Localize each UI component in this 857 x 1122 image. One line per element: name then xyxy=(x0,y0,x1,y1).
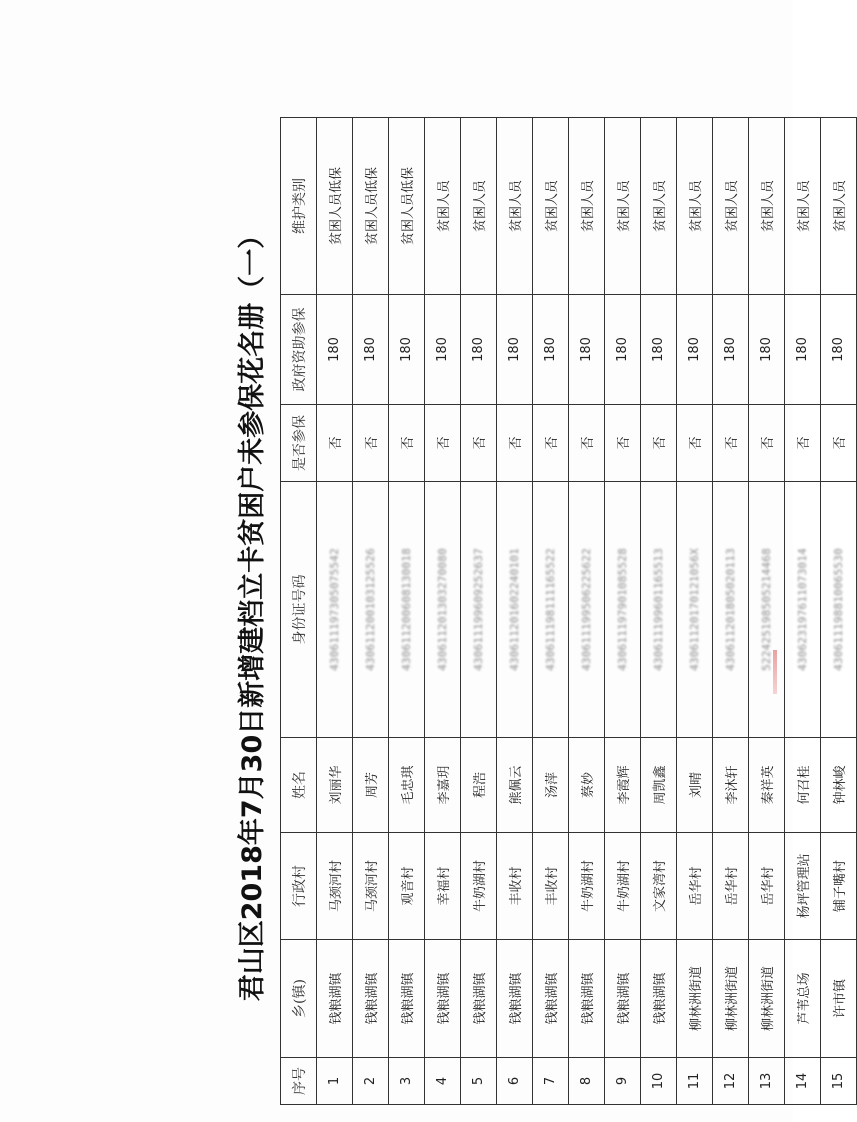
row-number-cell: 10 xyxy=(641,1058,677,1105)
insured-cell: 否 xyxy=(389,405,425,482)
subsidy-cell: 180 xyxy=(569,295,605,405)
id-number-cell: 430611197305075542 xyxy=(317,482,353,738)
name-cell: 钟林峻 xyxy=(821,738,857,833)
town-cell: 柳林洲街道 xyxy=(677,940,713,1058)
insured-cell: 否 xyxy=(641,405,677,482)
subsidy-cell: 180 xyxy=(641,295,677,405)
row-number-cell: 9 xyxy=(605,1058,641,1105)
row-number-cell: 6 xyxy=(497,1058,533,1105)
roster-table xyxy=(280,117,857,1105)
row-number-cell: 13 xyxy=(749,1058,785,1105)
id-number-cell: 430623197611073014 xyxy=(785,482,821,738)
id-number-cell: 430611198810065530 xyxy=(821,482,857,738)
town-cell: 钱粮湖镇 xyxy=(569,940,605,1058)
category-cell: 贫困人员 xyxy=(677,118,713,295)
insured-cell: 否 xyxy=(713,405,749,482)
subsidy-cell: 180 xyxy=(533,295,569,405)
table-row xyxy=(425,118,461,1105)
subsidy-cell: 180 xyxy=(389,295,425,405)
name-cell: 汤萍 xyxy=(533,738,569,833)
category-cell: 贫困人员 xyxy=(461,118,497,295)
name-cell: 刘晴 xyxy=(677,738,713,833)
red-stamp-mark xyxy=(773,650,777,694)
town-cell: 钱粮湖镇 xyxy=(497,940,533,1058)
table-row xyxy=(533,118,569,1105)
table-row xyxy=(785,118,821,1105)
insured-cell: 否 xyxy=(353,405,389,482)
category-cell: 贫困人员低保 xyxy=(389,118,425,295)
category-cell: 贫困人员 xyxy=(821,118,857,295)
insured-cell: 否 xyxy=(497,405,533,482)
category-cell: 贫困人员低保 xyxy=(317,118,353,295)
village-cell: 牛奶湖村 xyxy=(569,833,605,940)
town-cell: 钱粮湖镇 xyxy=(389,940,425,1058)
category-cell: 贫困人员 xyxy=(569,118,605,295)
subsidy-cell: 180 xyxy=(461,295,497,405)
row-number-cell: 11 xyxy=(677,1058,713,1105)
name-cell: 程浩 xyxy=(461,738,497,833)
insured-cell: 否 xyxy=(677,405,713,482)
town-cell: 钱粮湖镇 xyxy=(641,940,677,1058)
town-cell: 许市镇 xyxy=(821,940,857,1058)
table-row xyxy=(461,118,497,1105)
village-cell: 马颈河村 xyxy=(317,833,353,940)
name-cell: 熊佩云 xyxy=(497,738,533,833)
id-number-cell: 522425198505214468 xyxy=(749,482,785,738)
header-cell: 序号 xyxy=(281,1058,317,1105)
insured-cell: 否 xyxy=(461,405,497,482)
category-cell: 贫困人员 xyxy=(425,118,461,295)
table-row xyxy=(677,118,713,1105)
name-cell: 毛忠琪 xyxy=(389,738,425,833)
town-cell: 钱粮湖镇 xyxy=(461,940,497,1058)
village-cell: 岳华村 xyxy=(713,833,749,940)
insured-cell: 否 xyxy=(317,405,353,482)
header-cell: 维护类别 xyxy=(281,118,317,295)
subsidy-cell: 180 xyxy=(497,295,533,405)
row-number-cell: 7 xyxy=(533,1058,569,1105)
village-cell: 岳华村 xyxy=(749,833,785,940)
id-number-cell: 430611200103125526 xyxy=(353,482,389,738)
category-cell: 贫困人员 xyxy=(749,118,785,295)
header-cell: 身份证号码 xyxy=(281,482,317,738)
category-cell: 贫困人员低保 xyxy=(353,118,389,295)
subsidy-cell: 180 xyxy=(605,295,641,405)
name-cell: 何召桂 xyxy=(785,738,821,833)
insured-cell: 否 xyxy=(569,405,605,482)
village-cell: 岳华村 xyxy=(677,833,713,940)
insured-cell: 否 xyxy=(605,405,641,482)
id-number-cell: 430611200608130018 xyxy=(389,482,425,738)
name-cell: 周凯鑫 xyxy=(641,738,677,833)
town-cell: 钱粮湖镇 xyxy=(533,940,569,1058)
village-cell: 丰收村 xyxy=(533,833,569,940)
subsidy-cell: 180 xyxy=(821,295,857,405)
table-row xyxy=(353,118,389,1105)
village-cell: 铺子嘴村 xyxy=(821,833,857,940)
header-cell: 姓名 xyxy=(281,738,317,833)
subsidy-cell: 180 xyxy=(749,295,785,405)
subsidy-cell: 180 xyxy=(677,295,713,405)
subsidy-cell: 180 xyxy=(425,295,461,405)
category-cell: 贫困人员 xyxy=(713,118,749,295)
row-number-cell: 4 xyxy=(425,1058,461,1105)
name-cell: 蔡妙 xyxy=(569,738,605,833)
table-row xyxy=(713,118,749,1105)
id-number-cell: 430611199601165513 xyxy=(641,482,677,738)
insured-cell: 否 xyxy=(821,405,857,482)
town-cell: 柳林洲街道 xyxy=(713,940,749,1058)
table-row xyxy=(569,118,605,1105)
insured-cell: 否 xyxy=(533,405,569,482)
subsidy-cell: 180 xyxy=(713,295,749,405)
insured-cell: 否 xyxy=(425,405,461,482)
subsidy-cell: 180 xyxy=(785,295,821,405)
name-cell: 李沐轩 xyxy=(713,738,749,833)
table-row xyxy=(317,118,353,1105)
id-number-cell: 43061120170121056X xyxy=(677,482,713,738)
id-number-cell: 430611198111165522 xyxy=(533,482,569,738)
table-row xyxy=(749,118,785,1105)
insured-cell: 否 xyxy=(785,405,821,482)
town-cell: 钱粮湖镇 xyxy=(317,940,353,1058)
category-cell: 贫困人员 xyxy=(641,118,677,295)
village-cell: 牛奶湖村 xyxy=(605,833,641,940)
row-number-cell: 15 xyxy=(821,1058,857,1105)
subsidy-cell: 180 xyxy=(353,295,389,405)
name-cell: 李霞辉 xyxy=(605,738,641,833)
header-cell: 是否参保 xyxy=(281,405,317,482)
subsidy-cell: 180 xyxy=(317,295,353,405)
name-cell: 李嘉玥 xyxy=(425,738,461,833)
row-number-cell: 14 xyxy=(785,1058,821,1105)
row-number-cell: 8 xyxy=(569,1058,605,1105)
document-title: 君山区2018年7月30日新增建档立卡贫困户未参保花名册（一） xyxy=(237,221,268,1002)
table-row xyxy=(389,118,425,1105)
table-row xyxy=(821,118,857,1105)
id-number-cell: 430611199506225622 xyxy=(569,482,605,738)
town-cell: 芦苇总场 xyxy=(785,940,821,1058)
roster-body xyxy=(317,118,857,1105)
category-cell: 贫困人员 xyxy=(533,118,569,295)
row-number-cell: 3 xyxy=(389,1058,425,1105)
id-number-cell: 430611201805020113 xyxy=(713,482,749,738)
row-number-cell: 12 xyxy=(713,1058,749,1105)
header-cell: 行政村 xyxy=(281,833,317,940)
village-cell: 马颈河村 xyxy=(353,833,389,940)
id-number-cell: 430611201303270080 xyxy=(425,482,461,738)
village-cell: 幸福村 xyxy=(425,833,461,940)
insured-cell: 否 xyxy=(749,405,785,482)
village-cell: 杨坪管理站 xyxy=(785,833,821,940)
row-number-cell: 2 xyxy=(353,1058,389,1105)
id-number-cell: 430611197901085528 xyxy=(605,482,641,738)
name-cell: 周芳 xyxy=(353,738,389,833)
town-cell: 钱粮湖镇 xyxy=(605,940,641,1058)
header-cell: 乡(镇) xyxy=(281,940,317,1058)
town-cell: 柳林洲街道 xyxy=(749,940,785,1058)
village-cell: 牛奶湖村 xyxy=(461,833,497,940)
town-cell: 钱粮湖镇 xyxy=(353,940,389,1058)
category-cell: 贫困人员 xyxy=(497,118,533,295)
village-cell: 观音村 xyxy=(389,833,425,940)
table-row xyxy=(605,118,641,1105)
id-number-cell: 430611199609252637 xyxy=(461,482,497,738)
header-cell: 政府资助参保 xyxy=(281,295,317,405)
table-row xyxy=(641,118,677,1105)
town-cell: 钱粮湖镇 xyxy=(425,940,461,1058)
table-row xyxy=(497,118,533,1105)
rotated-content xyxy=(237,118,856,1105)
row-number-cell: 1 xyxy=(317,1058,353,1105)
name-cell: 刘丽华 xyxy=(317,738,353,833)
category-cell: 贫困人员 xyxy=(785,118,821,295)
header-row xyxy=(281,118,317,1105)
village-cell: 丰收村 xyxy=(497,833,533,940)
id-number-cell: 430611201602240101 xyxy=(497,482,533,738)
category-cell: 贫困人员 xyxy=(605,118,641,295)
village-cell: 文家湾村 xyxy=(641,833,677,940)
name-cell: 秦祥英 xyxy=(749,738,785,833)
row-number-cell: 5 xyxy=(461,1058,497,1105)
